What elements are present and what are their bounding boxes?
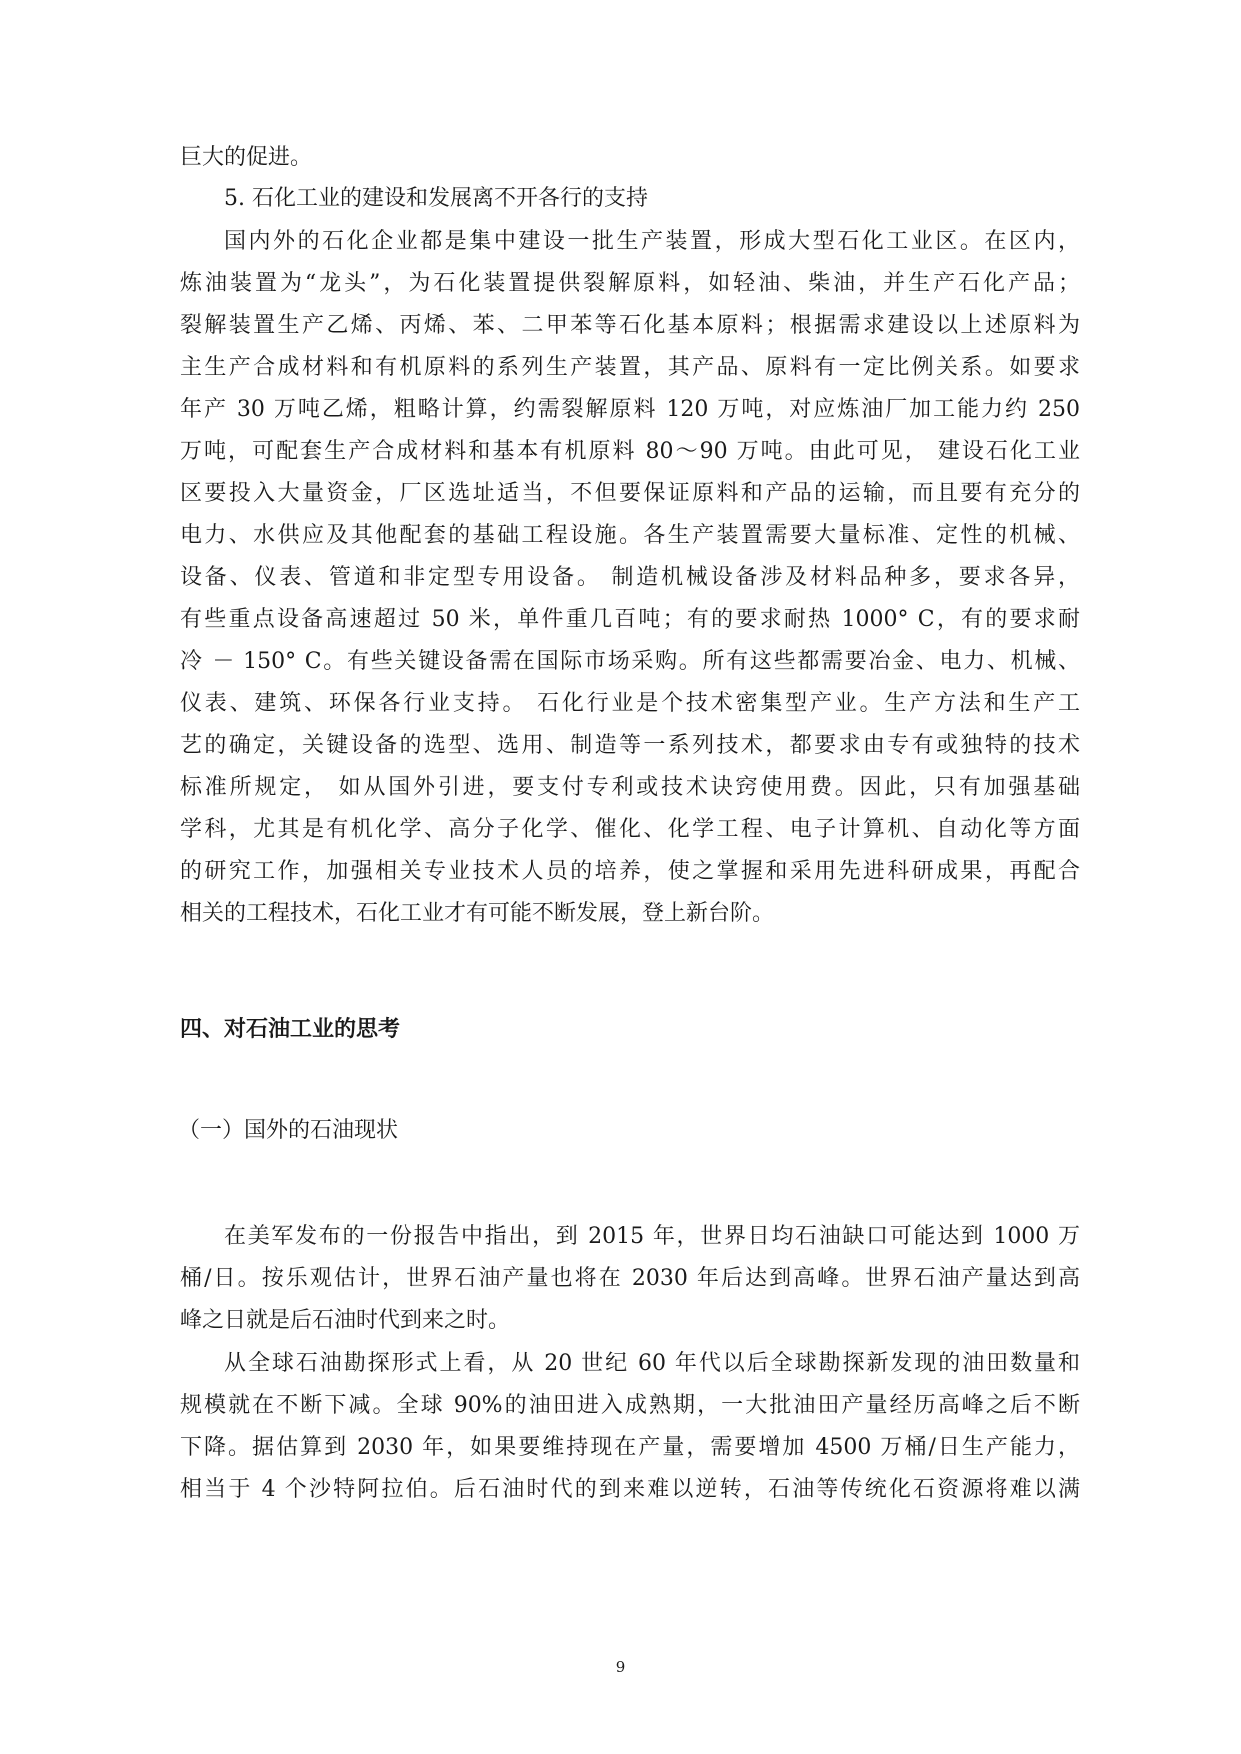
section-4-heading: 四、对石油工业的思考 (180, 1017, 401, 1042)
section-5-title: 5. 石化工业的建设和发展离不开各行的支持 (224, 186, 648, 211)
text-line: 设备、仪表、管道和非定型专用设备。 制造机械设备涉及材料品种多，要求各异， (180, 565, 1080, 590)
text-line: 相关的工程技术，石化工业才有可能不断发展，登上新台阶。 (180, 901, 775, 926)
text-line: 冷 － 150° C。有些关键设备需在国际市场采购。所有这些都需要冶金、电力、机械、 (180, 649, 1080, 674)
text-line: 在美军发布的一份报告中指出，到 2015 年，世界日均石油缺口可能达到 1000 万 (224, 1224, 1080, 1249)
text-line: 万吨，可配套生产合成材料和基本有机原料 80～90 万吨。由此可见， 建设石化工业 (180, 439, 1080, 464)
text-line: 有些重点设备高速超过 50 米，单件重几百吨；有的要求耐热 1000° C，有的要求耐 (180, 607, 1080, 632)
text-line: 桶/日。按乐观估计，世界石油产量也将在 2030 年后达到高峰。世界石油产量达到高 (180, 1266, 1080, 1291)
text-line: 标准所规定， 如从国外引进，要支付专利或技术诀窍使用费。因此，只有加强基础 (180, 775, 1080, 800)
text-line: 从全球石油勘探形式上看，从 20 世纪 60 年代以后全球勘探新发现的油田数量和 (224, 1351, 1080, 1376)
text-line: 电力、水供应及其他配套的基础工程设施。各生产装置需要大量标准、定性的机械、 (180, 523, 1080, 548)
text-line: 下降。据估算到 2030 年，如果要维持现在产量，需要增加 4500 万桶/日生产能力， (180, 1435, 1080, 1460)
text-line: 艺的确定，关键设备的选型、选用、制造等一系列技术，都要求由专有或独特的技术 (180, 733, 1080, 758)
text-line: 峰之日就是后石油时代到来之时。 (180, 1308, 511, 1333)
text-line: 国内外的石化企业都是集中建设一批生产装置，形成大型石化工业区。在区内， (224, 229, 1080, 254)
page-number: 9 (615, 1658, 626, 1676)
text-line: 裂解装置生产乙烯、丙烯、苯、二甲苯等石化基本原料；根据需求建设以上述原料为 (180, 313, 1080, 338)
text-line: 主生产合成材料和有机原料的系列生产装置，其产品、原料有一定比例关系。如要求 (180, 355, 1080, 380)
text-line: 规模就在不断下减。全球 90%的油田进入成熟期，一大批油田产量经历高峰之后不断 (180, 1393, 1080, 1418)
text-line: 巨大的促进。 (180, 145, 313, 170)
text-line: 学科，尤其是有机化学、高分子化学、催化、化学工程、电子计算机、自动化等方面 (180, 817, 1080, 842)
subsection-1-heading: （一）国外的石油现状 (178, 1118, 399, 1143)
text-line: 仪表、建筑、环保各行业支持。 石化行业是个技术密集型产业。生产方法和生产工 (180, 691, 1080, 716)
text-line: 炼油装置为“龙头”，为石化装置提供裂解原料，如轻油、柴油，并生产石化产品； (180, 271, 1080, 296)
text-line: 年产 30 万吨乙烯，粗略计算，约需裂解原料 120 万吨，对应炼油厂加工能力约 250 (180, 397, 1080, 422)
text-line: 相当于 4 个沙特阿拉伯。后石油时代的到来难以逆转，石油等传统化石资源将难以满 (180, 1477, 1080, 1502)
text-line: 的研究工作，加强相关专业技术人员的培养，使之掌握和采用先进科研成果，再配合 (180, 859, 1080, 884)
text-line: 区要投入大量资金，厂区选址适当，不但要保证原料和产品的运输，而且要有充分的 (180, 481, 1080, 506)
